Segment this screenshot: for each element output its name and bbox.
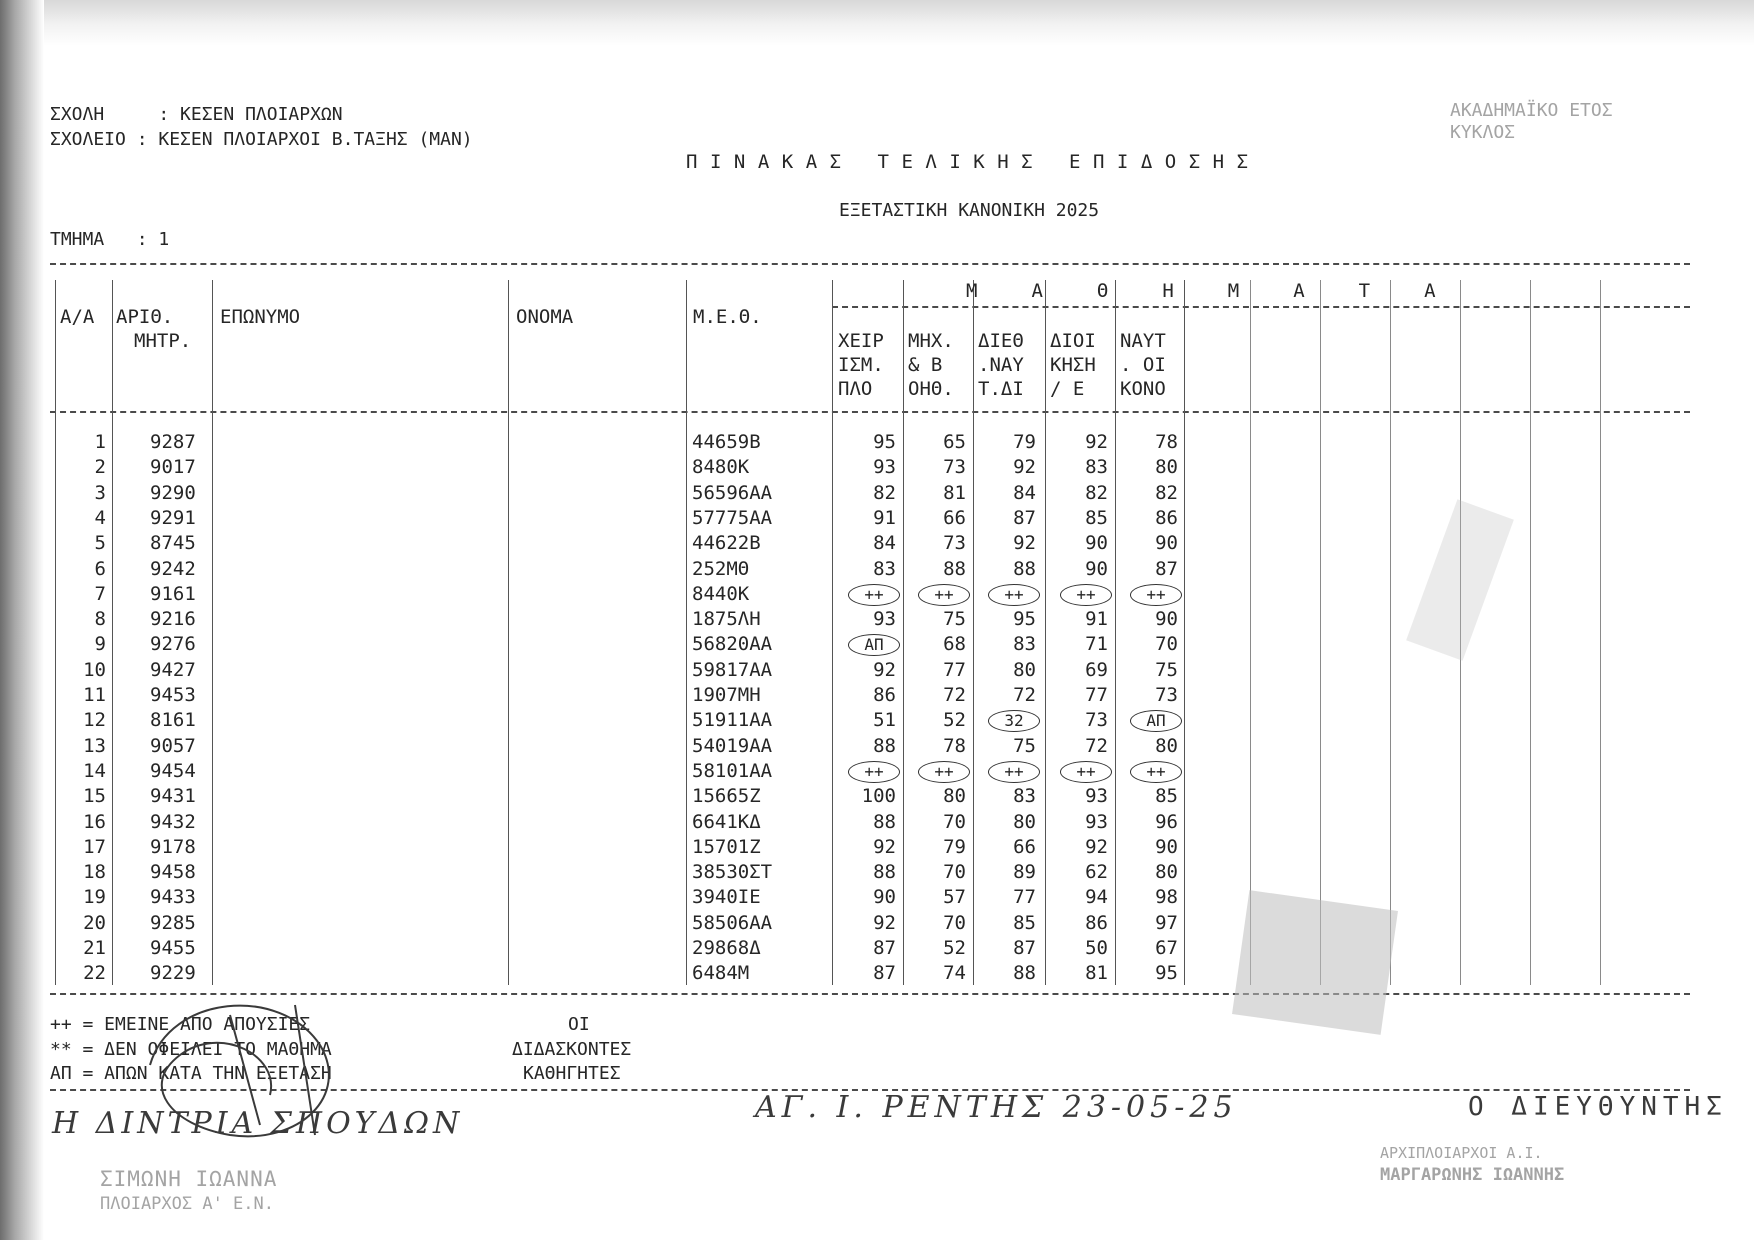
grade-cell: 83 bbox=[873, 557, 896, 580]
page-title: ΠΙΝΑΚΑΣ ΤΕΛΙΚΗΣ ΕΠΙΔΟΣΗΣ bbox=[686, 151, 1261, 173]
grade-cell: 92 bbox=[1013, 532, 1036, 555]
header-surname: ΕΠΩΝΥΜΟ bbox=[220, 306, 301, 328]
grade-cell: 86 bbox=[1155, 506, 1178, 529]
exam-line: ΕΞΕΤΑΣΤΙΚΗ ΚΑΝΟΝΙΚΗ 2025 bbox=[839, 200, 1100, 221]
grade-cell: 90 bbox=[1085, 557, 1108, 580]
grade-cell: 89 bbox=[1013, 861, 1036, 884]
subject-header-3-line-3: Τ.ΔΙ bbox=[978, 378, 1024, 400]
grade-cell: 70 bbox=[943, 861, 966, 884]
grade-cell: 70 bbox=[1155, 633, 1178, 656]
meth-code: 8480Κ bbox=[692, 456, 750, 479]
grade-cell: 65 bbox=[943, 431, 966, 453]
grade-cell-circled: ++ bbox=[1130, 584, 1182, 606]
grade-cell: 74 bbox=[943, 962, 966, 985]
subject-header-5-line-1: ΝΑΥΤ bbox=[1120, 330, 1166, 352]
grade-cell: 73 bbox=[943, 456, 966, 479]
row-number: 8 bbox=[94, 608, 106, 631]
row-number: 22 bbox=[83, 962, 106, 985]
grade-cell: 83 bbox=[1013, 785, 1036, 808]
grade-cell: 95 bbox=[873, 431, 896, 453]
subschool-line: ΣΧΟΛΕΙΟ : ΚΕΣΕΝ ΠΛΟΙΑΡΧΟΙ Β.ΤΑΞΗΣ (MAN) bbox=[50, 129, 473, 150]
row-number: 3 bbox=[94, 481, 106, 504]
signature-scribble bbox=[110, 975, 380, 1165]
grade-cell-circled: ++ bbox=[988, 761, 1040, 783]
grade-cell: 66 bbox=[943, 506, 966, 529]
section-line: ΤΜΗΜΑ : 1 bbox=[50, 229, 170, 250]
registry-number: 9161 bbox=[150, 582, 196, 605]
grade-cell: 92 bbox=[1013, 456, 1036, 479]
row-number: 6 bbox=[94, 557, 106, 580]
grade-cell: 90 bbox=[1155, 532, 1178, 555]
grade-cell-circled: ++ bbox=[1130, 761, 1182, 783]
grade-cell: 91 bbox=[873, 506, 896, 529]
grade-cell: 87 bbox=[873, 962, 896, 985]
grade-cell: 96 bbox=[1155, 810, 1178, 833]
column-separator bbox=[686, 280, 687, 985]
grade-cell: 80 bbox=[1013, 810, 1036, 833]
meth-code: 54019ΑΑ bbox=[692, 734, 773, 757]
column-separator bbox=[508, 280, 509, 985]
grade-cell: 93 bbox=[873, 608, 896, 631]
grade-cell: 94 bbox=[1085, 886, 1108, 909]
column-separator bbox=[1390, 280, 1391, 985]
grade-cell: 82 bbox=[1085, 481, 1108, 504]
grade-cell: 52 bbox=[943, 709, 966, 732]
grade-cell: 87 bbox=[1155, 557, 1178, 580]
row-number: 15 bbox=[83, 785, 106, 808]
row-number: 9 bbox=[94, 633, 106, 656]
grade-cell: 79 bbox=[1013, 431, 1036, 453]
meth-code: 8440Κ bbox=[692, 582, 750, 605]
meth-code: 6484Μ bbox=[692, 962, 750, 985]
meth-code: 6641ΚΔ bbox=[692, 810, 761, 833]
registry-number: 9454 bbox=[150, 759, 196, 782]
grade-cell: 77 bbox=[943, 658, 966, 681]
grade-cell: 84 bbox=[1013, 481, 1036, 504]
section-label: ΤΜΗΜΑ bbox=[50, 229, 105, 250]
meth-code: 44622Β bbox=[692, 532, 761, 555]
grade-cell: 82 bbox=[873, 481, 896, 504]
director-label: Ο ΔΙΕΥΘΥΝΤΗΣ bbox=[1468, 1092, 1728, 1122]
registry-number: 9017 bbox=[150, 456, 196, 479]
handwritten-director: Η ΔΙΝΤΡΙΑ ΣΠΟΥΔΩΝ bbox=[52, 1106, 464, 1141]
registry-number: 9458 bbox=[150, 861, 196, 884]
school-line: ΣΧΟΛΗ : ΚΕΣΕΝ ΠΛΟΙΑΡΧΩΝ bbox=[50, 104, 343, 125]
registry-number: 9455 bbox=[150, 937, 196, 959]
subject-header-1-line-3: ΠΛΟ bbox=[838, 378, 873, 400]
grade-cell: 72 bbox=[1013, 684, 1036, 706]
grade-cell: 90 bbox=[1155, 608, 1178, 631]
grade-cell: 88 bbox=[873, 861, 896, 884]
grade-cell: 70 bbox=[943, 810, 966, 833]
legend-line-1: ++ = ΕΜΕΙΝΕ ΑΠΟ ΑΠΟΥΣΙΕΣ bbox=[50, 1014, 311, 1035]
grade-cell: 84 bbox=[873, 532, 896, 555]
grade-cell: 78 bbox=[943, 734, 966, 757]
scan-shadow-top bbox=[0, 0, 1754, 46]
row-number: 14 bbox=[83, 759, 106, 782]
header-aa: Α/Α bbox=[60, 306, 95, 328]
subject-header-5-line-2: . ΟΙ bbox=[1120, 354, 1166, 376]
registry-number: 9427 bbox=[150, 658, 196, 681]
grade-cell: 70 bbox=[943, 911, 966, 934]
table-top-rule bbox=[50, 263, 1690, 265]
grade-cell: 80 bbox=[1013, 658, 1036, 681]
teachers-line-2: ΔΙΔΑΣΚΟΝΤΕΣ bbox=[512, 1039, 632, 1060]
registry-number: 9287 bbox=[150, 431, 196, 453]
grade-cell: 71 bbox=[1085, 633, 1108, 656]
column-separator bbox=[903, 280, 904, 985]
subject-header-2-line-2: & Β bbox=[908, 354, 943, 376]
grade-cell: 80 bbox=[943, 785, 966, 808]
grade-cell: 81 bbox=[943, 481, 966, 504]
subject-header-3-line-2: .ΝΑΥ bbox=[978, 354, 1024, 376]
subject-header-4-line-1: ΔΙΟΙ bbox=[1050, 330, 1096, 352]
grade-cell: 72 bbox=[943, 684, 966, 706]
grade-cell: 66 bbox=[1013, 835, 1036, 858]
subject-header-2-line-1: ΜΗΧ. bbox=[908, 330, 954, 352]
grade-cell: 88 bbox=[1013, 557, 1036, 580]
registry-number: 9285 bbox=[150, 911, 196, 934]
row-number: 20 bbox=[83, 911, 106, 934]
column-separator bbox=[973, 280, 974, 985]
grade-cell: 90 bbox=[1155, 835, 1178, 858]
meth-code: 1907ΜΗ bbox=[692, 684, 761, 706]
grade-cell: 92 bbox=[1085, 431, 1108, 453]
stamp-smudge bbox=[1232, 890, 1398, 1035]
handwritten-signature-line: ΑΓ. Ι. ΡΕΝΤΗΣ 23-05-25 bbox=[755, 1090, 1238, 1125]
grade-cell: 92 bbox=[873, 658, 896, 681]
registry-number: 9431 bbox=[150, 785, 196, 808]
cycle-label: ΚΥΚΛΟΣ bbox=[1450, 122, 1516, 143]
column-separator bbox=[212, 280, 213, 985]
header-reg-top: ΑΡΙΘ. bbox=[116, 306, 174, 328]
grade-cell-circled: ++ bbox=[918, 584, 970, 606]
grade-cell-circled: ++ bbox=[918, 761, 970, 783]
grade-cell-circled: ΑΠ bbox=[848, 634, 900, 656]
grade-cell: 85 bbox=[1155, 785, 1178, 808]
row-number: 2 bbox=[94, 456, 106, 479]
grade-cell: 72 bbox=[1085, 734, 1108, 757]
academic-year-label: ΑΚΑΔΗΜΑΪΚΟ ΕΤΟΣ bbox=[1450, 100, 1613, 121]
meth-code: 51911ΑΑ bbox=[692, 709, 773, 732]
column-separator bbox=[1045, 280, 1046, 985]
grade-cell: 67 bbox=[1155, 937, 1178, 959]
grade-cell: 95 bbox=[1155, 962, 1178, 985]
grade-cell: 93 bbox=[1085, 785, 1108, 808]
registry-number: 9057 bbox=[150, 734, 196, 757]
registry-number: 9178 bbox=[150, 835, 196, 858]
grade-cell: 87 bbox=[873, 937, 896, 959]
header-name: ΟΝΟΜΑ bbox=[516, 306, 574, 328]
grade-cell: 77 bbox=[1085, 684, 1108, 706]
subject-header-1-line-1: ΧΕΙΡ bbox=[838, 330, 884, 352]
table-header-rule bbox=[50, 411, 1690, 413]
grade-cell: 79 bbox=[943, 835, 966, 858]
grade-cell: 100 bbox=[861, 785, 896, 808]
row-number: 7 bbox=[94, 582, 106, 605]
grade-cell: 52 bbox=[943, 937, 966, 959]
subschool-value: ΚΕΣΕΝ ΠΛΟΙΑΡΧΟΙ Β.ΤΑΞΗΣ (MAN) bbox=[158, 129, 473, 150]
subject-header-4-line-2: ΚΗΣΗ bbox=[1050, 354, 1096, 376]
grade-cell: 83 bbox=[1013, 633, 1036, 656]
registry-number: 9432 bbox=[150, 810, 196, 833]
row-number: 5 bbox=[94, 532, 106, 555]
row-number: 18 bbox=[83, 861, 106, 884]
meth-code: 59817ΑΑ bbox=[692, 658, 773, 681]
grade-cell: 75 bbox=[1013, 734, 1036, 757]
grade-cell: 77 bbox=[1013, 886, 1036, 909]
grade-cell: 92 bbox=[1085, 835, 1108, 858]
row-number: 10 bbox=[83, 658, 106, 681]
row-number: 1 bbox=[94, 431, 106, 453]
registry-number: 9433 bbox=[150, 886, 196, 909]
scan-shadow-edge bbox=[0, 0, 44, 1240]
grade-cell: 81 bbox=[1085, 962, 1108, 985]
grade-cell: 92 bbox=[873, 911, 896, 934]
grade-cell-circled: ++ bbox=[988, 584, 1040, 606]
grade-cell: 50 bbox=[1085, 937, 1108, 959]
registry-number: 9453 bbox=[150, 684, 196, 706]
grade-cell-circled: 32 bbox=[988, 710, 1040, 732]
registry-number: 8745 bbox=[150, 532, 196, 555]
registry-number: 9242 bbox=[150, 557, 196, 580]
grade-cell: 87 bbox=[1013, 937, 1036, 959]
grade-cell-circled: ++ bbox=[848, 584, 900, 606]
column-separator bbox=[1530, 280, 1531, 985]
legend-line-2: ** = ΔΕΝ ΟΦΕΙΛΕΙ ΤΟ ΜΑΘΗΜΑ bbox=[50, 1039, 332, 1060]
registry-number: 9291 bbox=[150, 506, 196, 529]
grade-cell: 88 bbox=[1013, 962, 1036, 985]
subject-header-3-line-1: ΔΙΕΘ bbox=[978, 330, 1024, 352]
legend-line-3: ΑΠ = ΑΠΩΝ ΚΑΤΑ ΤΗΝ ΕΞΕΤΑΣΗ bbox=[50, 1063, 332, 1084]
registry-number: 8161 bbox=[150, 709, 196, 732]
grade-cell: 80 bbox=[1155, 734, 1178, 757]
row-number: 17 bbox=[83, 835, 106, 858]
header-meth: Μ.Ε.Θ. bbox=[693, 306, 762, 328]
grade-cell: 97 bbox=[1155, 911, 1178, 934]
meth-code: 58101ΑΑ bbox=[692, 759, 773, 782]
row-number: 19 bbox=[83, 886, 106, 909]
subject-header-4-line-3: / Ε bbox=[1050, 378, 1085, 400]
row-number: 11 bbox=[83, 684, 106, 706]
meth-code: 15701Ζ bbox=[692, 835, 761, 858]
stamp-left-rank: ΠΛΟΙΑΡΧΟΣ Α' Ε.Ν. bbox=[100, 1194, 274, 1214]
column-separator bbox=[1184, 280, 1185, 985]
grade-cell: 90 bbox=[873, 886, 896, 909]
meth-code: 57775ΑΑ bbox=[692, 506, 773, 529]
column-separator bbox=[1600, 280, 1601, 985]
column-separator bbox=[832, 280, 833, 985]
grade-cell: 95 bbox=[1013, 608, 1036, 631]
column-separator bbox=[1320, 280, 1321, 985]
subject-header-1-line-2: ΙΣΜ. bbox=[838, 354, 884, 376]
grade-cell: 73 bbox=[943, 532, 966, 555]
grade-cell: 75 bbox=[1155, 658, 1178, 681]
grade-cell: 92 bbox=[873, 835, 896, 858]
row-number: 21 bbox=[83, 937, 106, 959]
grade-cell: 83 bbox=[1085, 456, 1108, 479]
meth-code: 1875ΛΗ bbox=[692, 608, 761, 631]
subject-header-5-line-3: ΚΟΝΟ bbox=[1120, 378, 1166, 400]
header-reg-bottom: ΜΗΤΡ. bbox=[134, 330, 192, 352]
meth-code: 252ΜΘ bbox=[692, 557, 750, 580]
grade-cell: 80 bbox=[1155, 456, 1178, 479]
grade-cell: 88 bbox=[873, 734, 896, 757]
school-value: ΚΕΣΕΝ ΠΛΟΙΑΡΧΩΝ bbox=[180, 104, 343, 125]
grade-cell-circled: ++ bbox=[848, 761, 900, 783]
registry-number: 9216 bbox=[150, 608, 196, 631]
row-number: 12 bbox=[83, 709, 106, 732]
section-value: 1 bbox=[158, 229, 170, 250]
grade-cell: 90 bbox=[1085, 532, 1108, 555]
grade-cell: 85 bbox=[1013, 911, 1036, 934]
registry-number: 9290 bbox=[150, 481, 196, 504]
subjects-rule bbox=[832, 306, 1690, 308]
grade-cell: 88 bbox=[873, 810, 896, 833]
grade-cell: 62 bbox=[1085, 861, 1108, 884]
grade-cell: 87 bbox=[1013, 506, 1036, 529]
school-label: ΣΧΟΛΗ bbox=[50, 104, 105, 125]
meth-code: 15665Ζ bbox=[692, 785, 761, 808]
column-separator bbox=[1115, 280, 1116, 985]
grade-cell: 82 bbox=[1155, 481, 1178, 504]
grade-cell: 86 bbox=[873, 684, 896, 706]
grade-cell: 91 bbox=[1085, 608, 1108, 631]
grade-cell: 69 bbox=[1085, 658, 1108, 681]
grade-cell: 85 bbox=[1085, 506, 1108, 529]
grade-cell-circled: ++ bbox=[1060, 584, 1112, 606]
stamp-right-rank: ΑΡΧΙΠΛΟΙΑΡΧΟΙ Α.Ι. bbox=[1380, 1144, 1543, 1162]
grade-cell: 80 bbox=[1155, 861, 1178, 884]
column-separator bbox=[55, 280, 56, 985]
grade-cell: 75 bbox=[943, 608, 966, 631]
grade-cell-circled: ΑΠ bbox=[1130, 710, 1182, 732]
column-separator bbox=[1250, 280, 1251, 985]
meth-code: 56820ΑΑ bbox=[692, 633, 773, 656]
row-number: 4 bbox=[94, 506, 106, 529]
grade-cell: 51 bbox=[873, 709, 896, 732]
grade-cell: 93 bbox=[1085, 810, 1108, 833]
meth-code: 58506ΑΑ bbox=[692, 911, 773, 934]
meth-code: 38530ΣΤ bbox=[692, 861, 773, 884]
row-number: 16 bbox=[83, 810, 106, 833]
stamp-right-name: ΜΑΡΓΑΡΩΝΗΣ ΙΩΑΝΝΗΣ bbox=[1380, 1165, 1565, 1185]
grade-cell: 73 bbox=[1085, 709, 1108, 732]
grade-cell: 86 bbox=[1085, 911, 1108, 934]
header-subjects-group: ΜΑΘΗΜΑΤΑ bbox=[966, 280, 1490, 302]
subschool-label: ΣΧΟΛΕΙΟ bbox=[50, 129, 126, 150]
row-number: 13 bbox=[83, 734, 106, 757]
registry-number: 9229 bbox=[150, 962, 196, 985]
grade-cell: 88 bbox=[943, 557, 966, 580]
meth-code: 56596ΑΑ bbox=[692, 481, 773, 504]
teachers-line-1: ΟΙ bbox=[568, 1014, 590, 1035]
subject-header-2-line-3: ΟΗΘ. bbox=[908, 378, 954, 400]
stamp-vertical bbox=[1406, 499, 1514, 660]
grade-cell: 73 bbox=[1155, 684, 1178, 706]
registry-number: 9276 bbox=[150, 633, 196, 656]
meth-code: 29868Δ bbox=[692, 937, 761, 959]
meth-code: 3940ΙΕ bbox=[692, 886, 761, 909]
column-separator bbox=[112, 280, 113, 985]
teachers-line-3: ΚΑΘΗΓΗΤΕΣ bbox=[523, 1063, 621, 1084]
grade-cell: 98 bbox=[1155, 886, 1178, 909]
stamp-left-name: ΣΙΜΩΝΗ ΙΩΑΝΝΑ bbox=[100, 1167, 278, 1191]
grade-cell: 57 bbox=[943, 886, 966, 909]
grade-cell: 93 bbox=[873, 456, 896, 479]
grade-cell-circled: ++ bbox=[1060, 761, 1112, 783]
meth-code: 44659Β bbox=[692, 431, 761, 453]
grade-cell: 78 bbox=[1155, 431, 1178, 453]
grade-cell: 68 bbox=[943, 633, 966, 656]
